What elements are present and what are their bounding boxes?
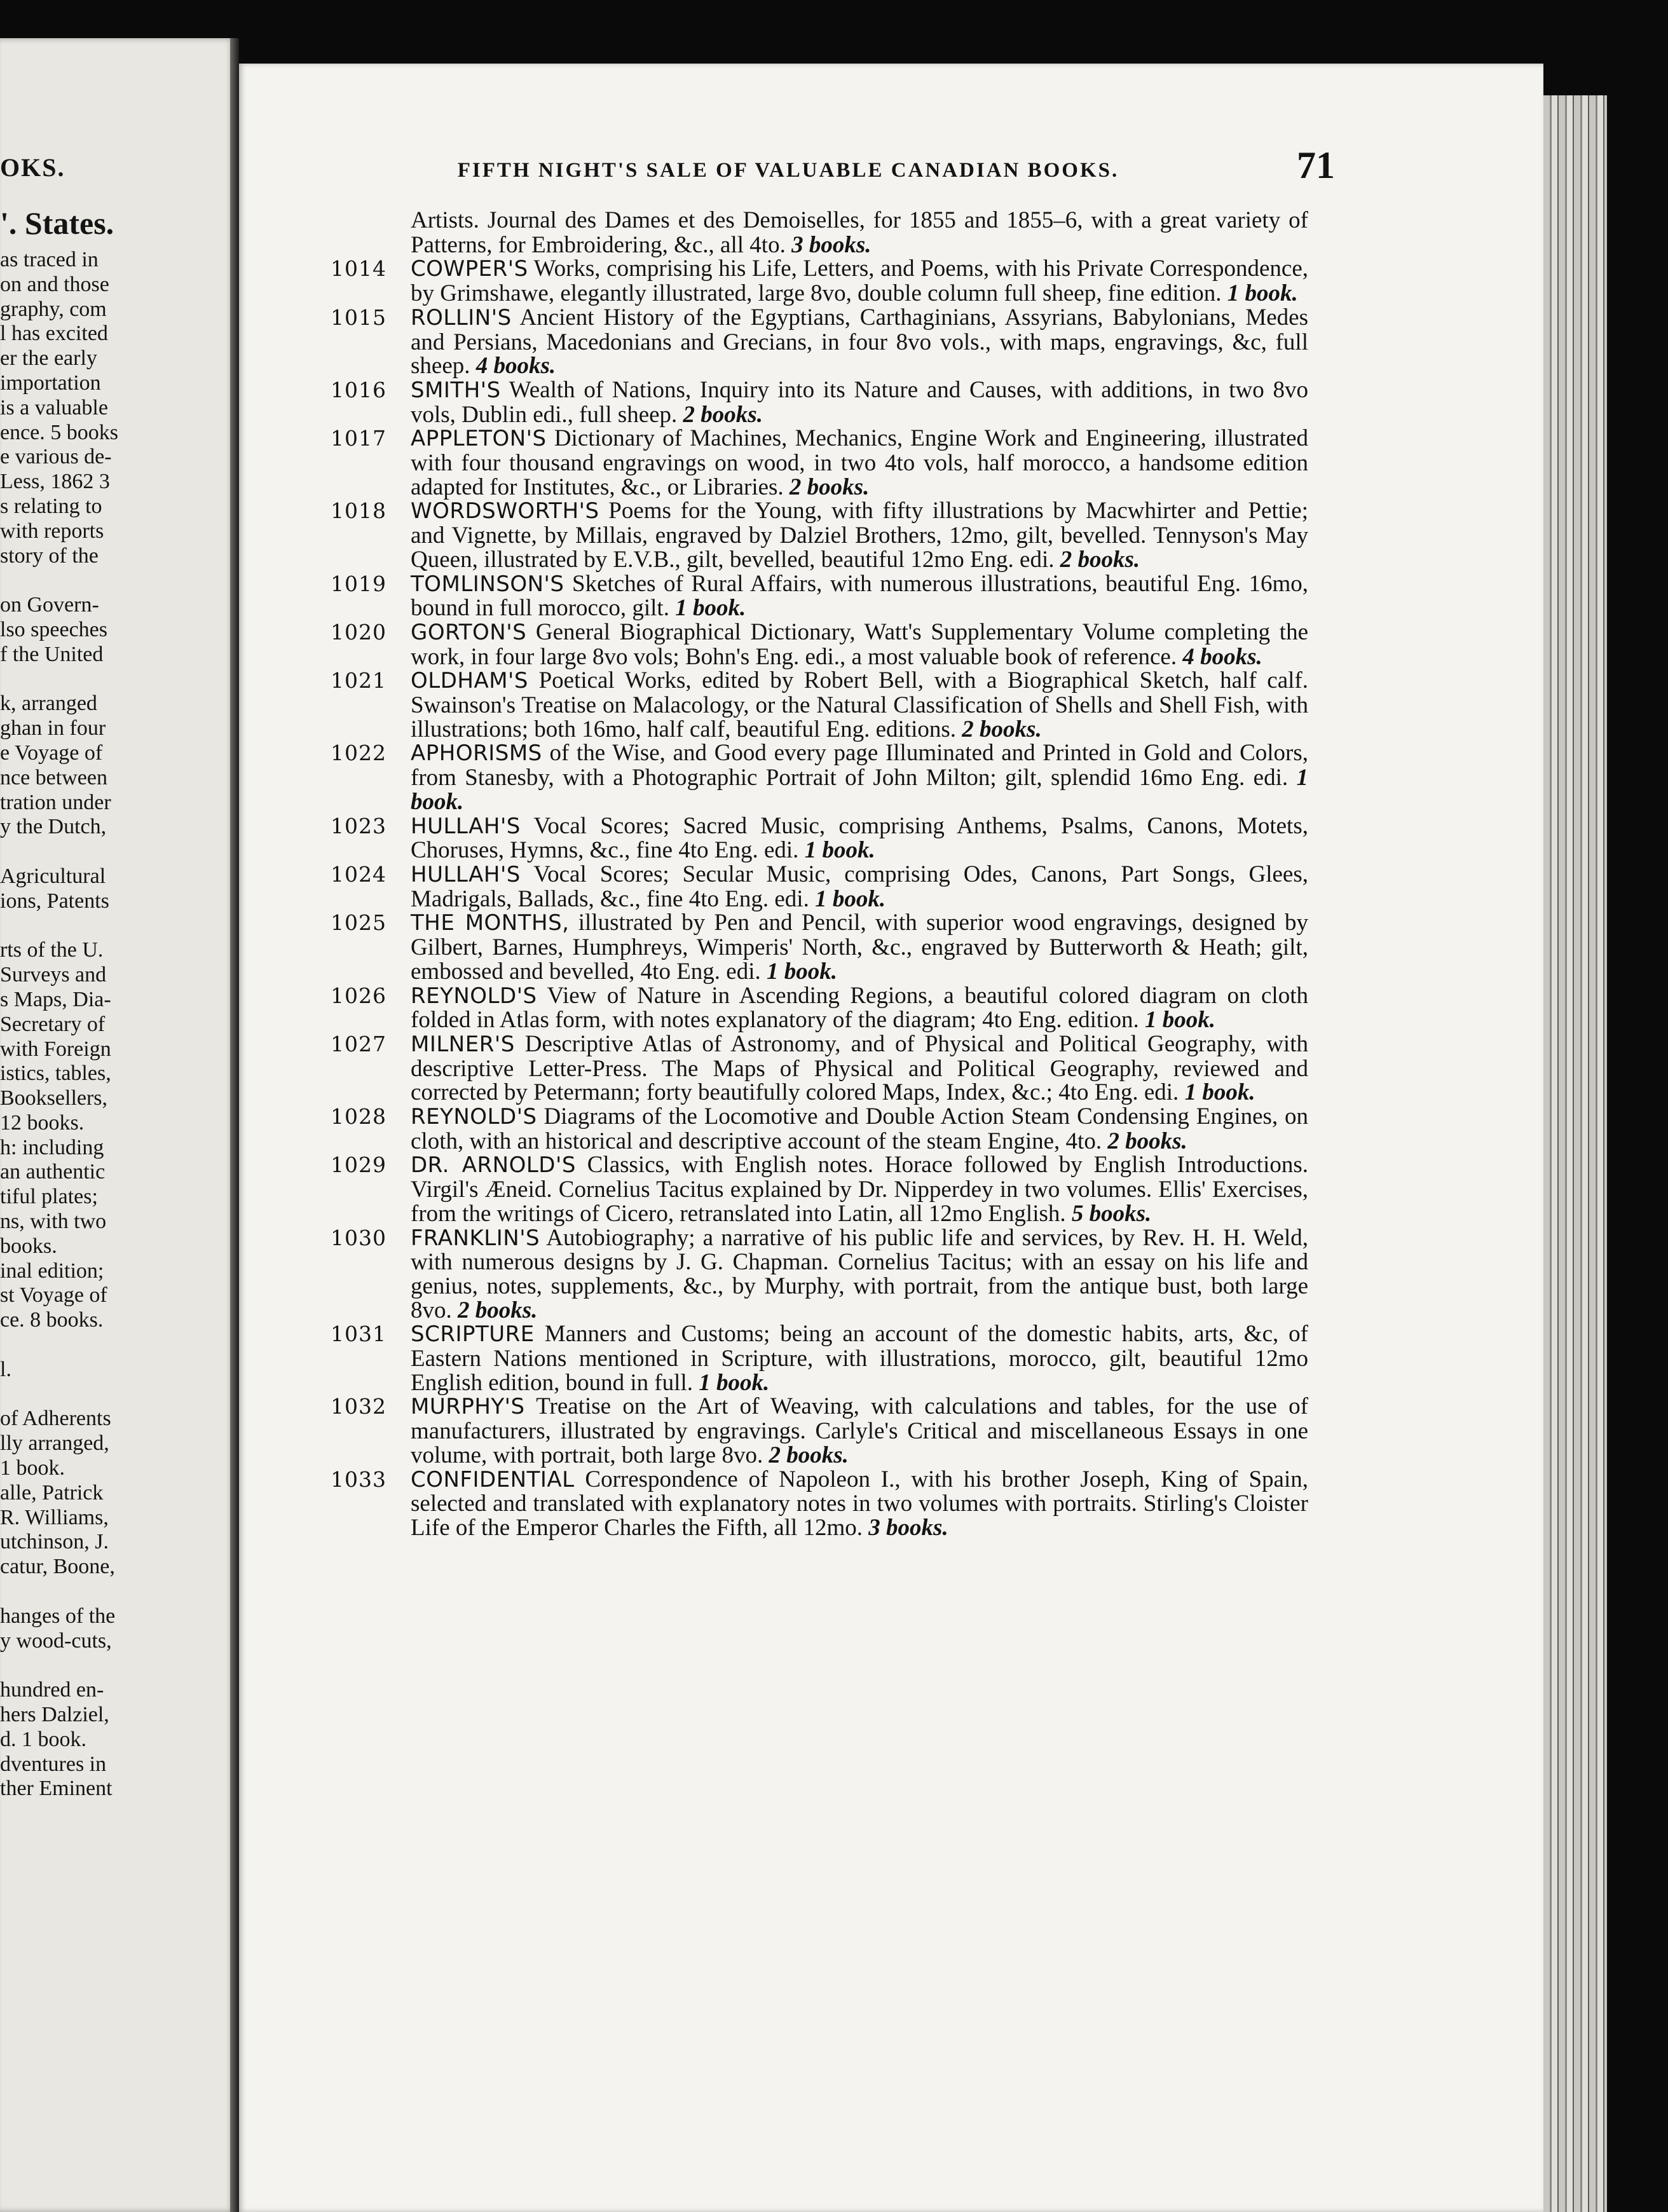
- entry-author-title: DR. ARNOLD'S: [411, 1152, 576, 1178]
- entry-quantity: 2 books.: [962, 716, 1042, 742]
- previous-page-line: f the United: [0, 642, 104, 666]
- previous-page-line: k, arranged: [0, 692, 97, 716]
- lot-number: 1020: [331, 619, 386, 645]
- previous-page-line: books.: [0, 1234, 57, 1258]
- previous-page-line: graphy, com: [0, 297, 107, 321]
- entry-description: View of Nature in Ascending Regions, a beautiful colored diagram on cloth folded in Atlas form, with notes explanatory of the diagram; 4to Eng. edition.: [411, 982, 1308, 1034]
- lot-number: 1031: [331, 1321, 386, 1347]
- previous-page-line: y the Dutch,: [0, 815, 107, 839]
- catalogue-entry: [331, 740, 1309, 815]
- previous-page-fragment: [0, 38, 235, 2212]
- previous-page-line: utchinson, J.: [0, 1530, 109, 1554]
- book-gutter: [230, 38, 239, 2212]
- previous-page-line: rts of the U.: [0, 938, 104, 962]
- previous-page-line: e various de-: [0, 445, 112, 469]
- catalogue-entry: [331, 1321, 1308, 1396]
- previous-page-line: [0, 1580, 229, 1604]
- catalogue-entry: [331, 304, 1308, 379]
- entry-description: Vocal Scores; Sacred Music, comprising Anthems, Psalms, Canons, Motets, Choruses, Hymns, &c., fine 4to Eng. edi.: [411, 812, 1308, 864]
- entry-quantity: 2 books.: [769, 1442, 849, 1468]
- entry-author-title: GORTON'S: [411, 619, 527, 645]
- entry-author-title: HULLAH'S: [411, 861, 521, 887]
- catalogue-entry: [331, 910, 1308, 985]
- entry-description: Sketches of Rural Affairs, with numerous illustrations, beautiful Eng. 16mo, bound in full morocco, gilt.: [411, 570, 1309, 622]
- entry-author-title: TOMLINSON'S: [411, 571, 564, 597]
- entry-author-title: MURPHY'S: [411, 1394, 525, 1420]
- entry-description: Poems for the Young, with fifty illustrations by Macwhirter and Pettie; and Vignette, by Millais, engraved by Dalziel Brothers, 12mo, gilt, bevelled. Tennyson's May Queen, illustrated by E.V.B., gilt, bevelled, beautiful 12mo Eng. edi.: [411, 498, 1309, 573]
- previous-page-line: e Voyage of: [0, 741, 103, 765]
- previous-page-line: ce. 8 books.: [0, 1308, 104, 1332]
- previous-page-line: story of the: [0, 543, 99, 568]
- entry-quantity: 2 books.: [789, 474, 870, 500]
- entry-quantity: 1 book.: [699, 1369, 770, 1396]
- previous-page-header: OKS.: [0, 153, 65, 182]
- catalogue-entry: [331, 376, 1308, 428]
- previous-page-line: s Maps, Dia-: [0, 987, 111, 1011]
- previous-page-line: hanges of the: [0, 1604, 116, 1628]
- previous-page-line: with reports: [0, 519, 104, 543]
- catalogue-entry: [331, 982, 1308, 1034]
- previous-page-line: h: including: [0, 1135, 104, 1159]
- entry-description: Manners and Customs; being an account of the domestic habits, arts, &c, of Eastern Nations mentioned in Scripture, with illustrations, morocco, gilt, beautiful 12mo English edition, bound in full.: [411, 1321, 1308, 1396]
- lot-number: 1026: [331, 983, 386, 1008]
- entry-description: Works, comprising his Life, Letters, and Poems, with his Private Correspondence, by Grimshawe, elegantly illustrated, large 8vo, double column full sheep, fine edition.: [411, 256, 1308, 307]
- previous-page-line: catur, Boone,: [0, 1555, 115, 1579]
- previous-page-line: tration under: [0, 790, 111, 814]
- previous-page-line: [0, 667, 229, 692]
- entry-quantity: 4 books.: [1182, 643, 1262, 670]
- previous-page-line: is a valuable: [0, 395, 108, 420]
- entry-quantity: 1 book.: [767, 958, 838, 985]
- previous-page-line: d. 1 book.: [0, 1727, 86, 1751]
- previous-page-line: an authentic: [0, 1160, 106, 1184]
- entry-author-title: OLDHAM'S: [411, 668, 528, 694]
- catalogue-entry: [331, 667, 1308, 742]
- catalogue-entry: [331, 498, 1309, 573]
- lot-number: 1032: [331, 1394, 386, 1419]
- entry-description: Poetical Works, edited by Robert Bell, with a Biographical Sketch, half calf. Swainson's Treatise on Malacology, or the Natural Classification of Shells and Shell Fish, with illustrations; both 16mo, half calf, beautiful Eng. editions.: [411, 667, 1308, 742]
- lot-number: 1014: [331, 256, 386, 282]
- entry-quantity: 2 books.: [1107, 1128, 1187, 1154]
- previous-page-line: nce between: [0, 765, 107, 789]
- entry-author-title: MILNER'S: [411, 1031, 515, 1057]
- lot-number: 1018: [331, 498, 386, 524]
- lot-number: 1015: [331, 304, 386, 330]
- entry-author-title: CONFIDENTIAL: [411, 1466, 575, 1492]
- entry-description: Descriptive Atlas of Astronomy, and of Physical and Political Geography, with descriptive Letter-Press. The Maps of Physical and Political Geography, reviewed and corrected by Petermann; forty beautifully colored Maps, Index, &c.; 4to Eng. edi.: [411, 1030, 1308, 1106]
- lot-number: 1033: [331, 1466, 386, 1492]
- catalogue-entry: [331, 1030, 1308, 1106]
- entry-author-title: WORDSWORTH'S: [411, 498, 599, 524]
- lot-number: 1019: [331, 571, 386, 596]
- entry-description: General Biographical Dictionary, Watt's Supplementary Volume completing the work, in four large 8vo vols; Bohn's Eng. edi., a most valuable book of reference.: [411, 618, 1309, 670]
- catalogue-entry: [331, 1224, 1308, 1323]
- catalogue-entry: [331, 618, 1309, 670]
- previous-page-line: [0, 914, 229, 939]
- previous-page-line: dventures in: [0, 1752, 107, 1776]
- previous-page-line: lso speeches: [0, 617, 108, 641]
- previous-page-line: Less, 1862 3: [0, 470, 110, 494]
- previous-page-line: 12 books.: [0, 1110, 85, 1135]
- previous-page-line: tiful plates;: [0, 1185, 98, 1209]
- entry-description: Autobiography; a narrative of his public life and services, by Rev. H. H. Weld, with numerous designs by J. G. Chapman. Cornelius Tacitus; with an essay on his life and genius, notes, supplements, &c., by Murphy, with portrait, from the antique bust, both large 8vo.: [411, 1224, 1308, 1323]
- running-header: FIFTH NIGHT'S SALE OF VALUABLE CANADIAN BOOKS.: [457, 159, 1119, 182]
- previous-page-line: er the early: [0, 346, 97, 371]
- previous-page-line: [0, 840, 229, 864]
- previous-page-line: [0, 1382, 229, 1407]
- previous-page-line: l.: [0, 1357, 11, 1381]
- entry-description: Diagrams of the Locomotive and Double Action Steam Condensing Engines, on cloth, with an historical and descriptive account of the steam Engine, 4to.: [411, 1103, 1309, 1154]
- entry-description: illustrated by Pen and Pencil, with superior wood engravings, designed by Gilbert, Barnes, Humphreys, Wimperis' North, &c., engraved by Butterworth & Heath; gilt, embossed and bevelled, 4to Eng. edi.: [411, 910, 1308, 985]
- previous-page-text: [0, 248, 229, 1801]
- entry-description: of the Wise, and Good every page Illuminated and Printed in Gold and Colors, from Stanesby, with a Photographic Portrait of John Milton; gilt, splendid 16mo Eng. edi.: [411, 740, 1309, 791]
- lot-number: 1027: [331, 1031, 386, 1056]
- previous-page-line: [0, 568, 229, 593]
- entry-quantity: 3 books.: [791, 231, 872, 258]
- entry-author-title: SCRIPTURE: [411, 1321, 535, 1348]
- previous-page-line: inal edition;: [0, 1259, 104, 1283]
- lot-number: 1025: [331, 910, 386, 936]
- catalogue-entry: [331, 256, 1308, 307]
- entry-quantity: 1 book.: [1145, 1007, 1215, 1034]
- previous-page-line: y wood-cuts,: [0, 1628, 112, 1653]
- catalogue-entry: [331, 570, 1309, 622]
- previous-page-line: [0, 1333, 229, 1358]
- previous-page-line: on and those: [0, 272, 109, 296]
- previous-page-line: alle, Patrick: [0, 1480, 104, 1505]
- previous-page-line: l has excited: [0, 322, 108, 346]
- entry-quantity: 2 books.: [1060, 546, 1140, 573]
- previous-page-line: 1 book.: [0, 1456, 65, 1480]
- previous-page-line: with Foreign: [0, 1037, 111, 1061]
- entry-quantity: 1 book.: [815, 885, 886, 912]
- previous-page-line: Surveys and: [0, 963, 107, 987]
- previous-page-line: hundred en-: [0, 1678, 104, 1702]
- entry-author-title: REYNOLD'S: [411, 983, 537, 1009]
- entry-quantity: 5 books.: [1071, 1200, 1152, 1227]
- catalogue-entry: [331, 812, 1308, 864]
- entry-author-title: SMITH'S: [411, 377, 501, 403]
- entry-description: Vocal Scores; Secular Music, comprising Odes, Canons, Part Songs, Glees, Madrigals, Ballads, &c., fine 4to Eng. edi.: [411, 861, 1308, 912]
- catalogue-entry: [331, 1393, 1308, 1468]
- previous-page-line: s relating to: [0, 494, 102, 518]
- lot-number: 1030: [331, 1225, 386, 1250]
- previous-page-line: on Govern-: [0, 593, 99, 617]
- previous-page-line: istics, tables,: [0, 1062, 111, 1086]
- previous-page-line: of Adherents: [0, 1407, 111, 1431]
- lot-number: 1028: [331, 1104, 386, 1130]
- entry-author-title: APHORISMS: [411, 741, 542, 767]
- previous-page-line: ions, Patents: [0, 889, 109, 913]
- previous-page-line: ther Eminent: [0, 1777, 113, 1801]
- lot-number: 1017: [331, 426, 386, 451]
- entry-author-title: FRANKLIN'S: [411, 1225, 540, 1251]
- page-number: 71: [1297, 144, 1335, 186]
- entry-author-title: REYNOLD'S: [411, 1104, 537, 1130]
- entry-quantity: 2 books.: [458, 1297, 538, 1323]
- page-edges: [1543, 95, 1607, 2212]
- entry-description: Classics, with English notes. Horace followed by English Introductions. Virgil's Æneid. Cornelius Tacitus explained by Dr. Nipperdey in two volumes. Ellis' Exercises, from the writings of Cicero, retranslated into Latin, all 12mo English.: [411, 1152, 1309, 1227]
- previous-page-line: importation: [0, 371, 101, 395]
- catalogue-entry: [331, 1466, 1308, 1541]
- catalogue-entry: [331, 1103, 1309, 1154]
- previous-page-line: Secretary of: [0, 1012, 106, 1036]
- previous-page-line: ghan in four: [0, 716, 106, 741]
- entry-description: Artists. Journal des Dames et des Demoiselles, for 1855 and 1855–6, with a great variety of Patterns, for Embroidering, &c., all 4to.: [411, 207, 1308, 258]
- previous-page-line: ns, with two: [0, 1210, 107, 1234]
- catalogue-entries: [331, 207, 1309, 1541]
- entry-quantity: 3 books.: [868, 1514, 948, 1541]
- lot-number: 1022: [331, 741, 386, 766]
- lot-number: 1023: [331, 813, 386, 838]
- catalogue-entry: [331, 1152, 1309, 1227]
- entry-quantity: 1 book.: [1227, 280, 1298, 307]
- previous-page-line: [0, 1653, 229, 1678]
- entry-author-title: ROLLIN'S: [411, 304, 512, 331]
- entry-author-title: HULLAH'S: [411, 813, 521, 839]
- entry-description: Treatise on the Art of Weaving, with calculations and tables, for the use of manufacturers, illustrated by engravings. Carlyle's Critical and miscellaneous Essays in one volume, with portrait, both large 8vo.: [411, 1393, 1308, 1468]
- entry-quantity: 1 book.: [411, 765, 1309, 815]
- entry-quantity: 2 books.: [683, 401, 763, 428]
- previous-page-line: ence. 5 books: [0, 420, 119, 444]
- entry-description: Ancient History of the Egyptians, Carthaginians, Assyrians, Babylonians, Medes and Persians, Macedonians and Grecians, in four 8vo vols., with maps, engravings, &c, full sheep.: [411, 304, 1308, 379]
- previous-page-line: as traced in: [0, 248, 99, 271]
- catalogue-entry: [336, 208, 1308, 257]
- catalogue-entry: [331, 861, 1308, 912]
- previous-page-section-heading: '. States.: [0, 205, 114, 241]
- previous-page-line: hers Dalziel,: [0, 1703, 109, 1727]
- previous-page-line: Booksellers,: [0, 1086, 108, 1110]
- lot-number: 1016: [331, 377, 386, 402]
- entry-description: Correspondence of Napoleon I., with his brother Joseph, King of Spain, selected and translated with explanatory notes in two volumes with portraits. Stirling's Cloister Life of the Emperor Charles the Fifth, all 12mo.: [411, 1466, 1308, 1541]
- entry-description: Dictionary of Machines, Mechanics, Engine Work and Engineering, illustrated with four thousand engravings on wood, in two 4to vols, half morocco, a handsome edition adapted for Institutes, &c., or Libraries.: [411, 425, 1309, 500]
- previous-page-line: lly arranged,: [0, 1431, 109, 1456]
- previous-page-line: st Voyage of: [0, 1283, 107, 1307]
- entry-quantity: 4 books.: [475, 353, 556, 379]
- previous-page-line: R. Williams,: [0, 1505, 109, 1529]
- lot-number: 1024: [331, 861, 386, 887]
- entry-description: Wealth of Nations, Inquiry into its Nature and Causes, with additions, in two 8vo vols, Dublin edi., full sheep.: [411, 376, 1308, 428]
- entry-author-title: COWPER'S: [411, 256, 528, 282]
- entry-author-title: THE MONTHS,: [411, 910, 570, 936]
- lot-number: 1021: [331, 668, 386, 693]
- entry-quantity: 1 book.: [675, 595, 746, 622]
- entry-quantity: 1 book.: [1184, 1079, 1255, 1106]
- entry-author-title: APPLETON'S: [411, 426, 547, 452]
- catalogue-entry: [331, 425, 1309, 500]
- entry-quantity: 1 book.: [804, 837, 875, 864]
- previous-page-line: Agricultural: [0, 864, 106, 888]
- lot-number: 1029: [331, 1152, 386, 1178]
